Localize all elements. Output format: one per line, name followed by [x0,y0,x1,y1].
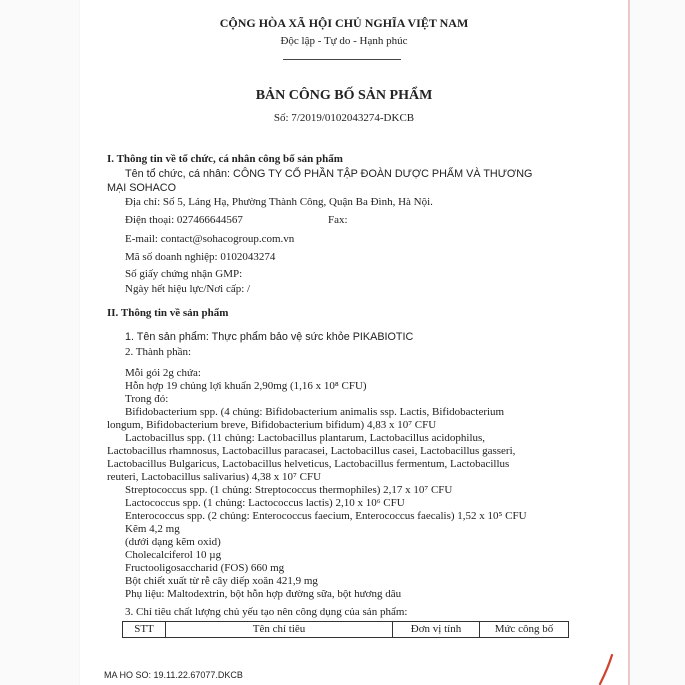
org-name-line-2: MẠI SOHACO [107,182,176,194]
section-2-heading: II. Thông tin về sản phẩm [107,307,229,319]
org-phone: Điện thoại: 027466644567 [125,214,243,226]
composition-line: Streptococcus spp. (1 chủng: Streptococcus thermophiles) 2,17 x 10⁷ CFU [125,484,453,496]
composition-line: Trong đó: [125,393,169,405]
org-fax: Fax: [328,214,348,226]
composition-line: Lactobacillus spp. (11 chủng: Lactobacillus plantarum, Lactobacillus acidophilus, [125,432,486,444]
composition-line: Lactococcus spp. (1 chủng: Lactococcus lactis) 2,10 x 10⁶ CFU [125,497,405,509]
composition-line: Fructooligosaccharid (FOS) 660 mg [125,562,285,574]
gmp-certificate: Số giấy chứng nhận GMP: [125,268,243,280]
gmp-validity: Ngày hết hiệu lực/Nơi cấp: / [125,283,251,295]
org-email: E-mail: contact@sohacogroup.com.vn [125,233,295,245]
composition-line: longum, Bifidobacterium breve, Bifidobacterium bifidum) 4,83 x 10⁷ CFU [107,419,437,431]
composition-line: Bifidobacterium spp. (4 chủng: Bifidobacterium animalis ssp. Lactis, Bifidobacterium [125,406,505,418]
composition-line: reuteri, Lactobacillus salivarius) 4,38 x 10⁷ CFU [107,471,322,483]
table-header-stt: STT [123,622,166,638]
composition-line: Lactobacillus Bulgaricus, Lactobacillus helveticus, Lactobacillus fermentum, Lactobacillus [107,458,510,470]
composition-line: Cholecalciferol 10 µg [125,549,222,561]
document-number: Số: 7/2019/0102043274-DKCB [273,112,415,124]
quality-criteria-label: 3. Chỉ tiêu chất lượng chủ yếu tạo nên công dụng của sản phẩm: [125,606,408,618]
record-code: MA HO SO: 19.11.22.67077.DKCB [104,670,243,680]
org-address: Địa chỉ: Số 5, Láng Hạ, Phường Thành Công, Quận Ba Đình, Hà Nội. [125,196,433,208]
composition-line: Phụ liệu: Maltodextrin, bột hỗn hợp đường sữa, bột hương dâu [125,588,402,600]
motto: Độc lập - Tự do - Hạnh phúc [280,35,408,47]
org-tax-code: Mã số doanh nghiệp: 0102043274 [125,251,276,263]
composition-line: (dưới dạng kẽm oxid) [125,536,221,548]
table-header-criterion: Tên chỉ tiêu [166,622,393,638]
composition-line: Lactobacillus rhamnosus, Lactobacillus paracasei, Lactobacillus casei, Lactobacillus gasseri, [107,445,516,457]
composition-label: 2. Thành phần: [125,346,192,358]
composition-line: Hỗn hợp 19 chủng lợi khuẩn 2,90mg (1,16 x 10⁸ CFU) [125,380,367,392]
composition-line: Mỗi gói 2g chứa: [125,367,201,379]
table-header-unit: Đơn vị tính [393,622,480,638]
composition-line: Bột chiết xuất từ rễ cây diếp xoăn 421,9 mg [125,575,318,587]
org-name-line-1: Tên tổ chức, cá nhân: CÔNG TY CỔ PHẦN TẬP ĐOÀN DƯỢC PHẨM VÀ THƯƠNG [125,168,533,180]
composition-line: Kẽm 4,2 mg [125,523,180,535]
section-1-heading: I. Thông tin về tổ chức, cá nhân công bố sản phẩm [107,153,343,165]
table-header-declared-level: Mức công bố [480,622,569,638]
document-title: BẢN CÔNG BỐ SẢN PHẨM [255,88,433,103]
product-name: 1. Tên sản phẩm: Thực phẩm bảo vệ sức khỏe PIKABIOTIC [125,331,414,343]
composition-line: Enterococcus spp. (2 chủng: Enterococcus faecium, Enterococcus faecalis) 1,52 x 10⁵ CFU [125,510,527,522]
country-heading: CỘNG HÒA XÃ HỘI CHỦ NGHĨA VIỆT NAM [219,16,469,30]
